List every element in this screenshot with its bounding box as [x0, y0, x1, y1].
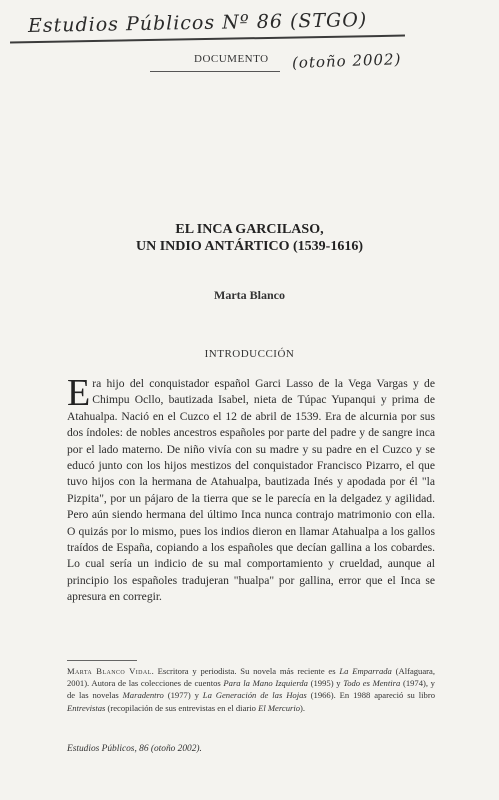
article-author: Marta Blanco [214, 288, 285, 302]
journal-reference: Estudios Públicos, 86 (otoño 2002). [67, 744, 202, 754]
footnote-title: Maradentro [122, 690, 164, 701]
footnote-author: Marta Blanco Vidal [67, 666, 152, 676]
article-title-line1: EL INCA GARCILASO, [175, 222, 324, 237]
footnote-text: (1995) y [307, 678, 344, 689]
drop-cap: E [67, 372, 91, 414]
footnote-title: Para la Mano Izquierda [223, 678, 308, 689]
footnote-title: El Mercurio [258, 702, 301, 713]
body-text: ra hijo del conquistador español Garci Lasso de la Vega Vargas y de Chimpu Ocllo, bautizada Isabel, nieta de Túpac Yupanqui y prima de Atahualpa. Nació en el Cuzco el 12 de abril de 1539. Era de alcurnia por sus dos índoles: de nobles ancestros españoles por parte del padre y de sangre inca por el lado materno. De niño vivía con su madre y su padre en el Cuzco y se educó junto con los hijos mestizos del conquistador Francisco Pizarro, el que tuvo hijos con la hermana de Atahualpa, bautizada Inés y apodada por él "la Pizpita", por un pájaro de la tierra que se le parecía en la delgadez y agilidad. Pero aún siendo hermana del último Inca nunca contrajo matrimonio con ella. O quizás por lo mismo, pues los indios dieron en llamar Atahualpa a los gallos traídos de España, copiando a los españoles que decían gallina a los cobardes. Lo cual sería un indicio de su mal comportamiento y crueldad, aunque al principio los españoles tradujeran "hualpa" por gallina, error que el Inca se apresura en corregir. [67, 377, 435, 604]
footnote-text: (recopilación de sus entrevistas en el diario [105, 702, 259, 713]
footnote-text: (1966). En 1988 apareció su libro [306, 690, 435, 701]
body-paragraph [67, 372, 435, 606]
footnote-text: ). [300, 702, 306, 713]
footnote-text: (Alfaguara, 2001). Autora de las colecciones de cuentos [67, 666, 435, 689]
article-title-line2: UN INDIO ANTÁRTICO (1539-1616) [135, 239, 363, 254]
section-label: DOCUMENTO [194, 53, 269, 65]
handwritten-citation: Estudios Públicos Nº 86 (STGO) [27, 9, 368, 37]
footnote-title: Entrevistas [67, 702, 106, 713]
footnote-title: Todo es Mentira [343, 678, 401, 689]
footnote-text: . Escritora y periodista. Su novela más reciente es [151, 666, 340, 676]
section-rule [150, 71, 280, 72]
footnote-rule [67, 660, 137, 661]
footnote-text: (1977) y [163, 690, 203, 701]
footnote-title: La Emparrada [339, 666, 392, 676]
footnote [67, 665, 435, 714]
footnote-title: La Generación de las Hojas [202, 690, 307, 701]
footnote-text: (1974), y de las novelas [67, 678, 435, 701]
handwritten-date: (otoño 2002) [291, 50, 402, 72]
section-heading: INTRODUCCIÓN [204, 348, 295, 360]
